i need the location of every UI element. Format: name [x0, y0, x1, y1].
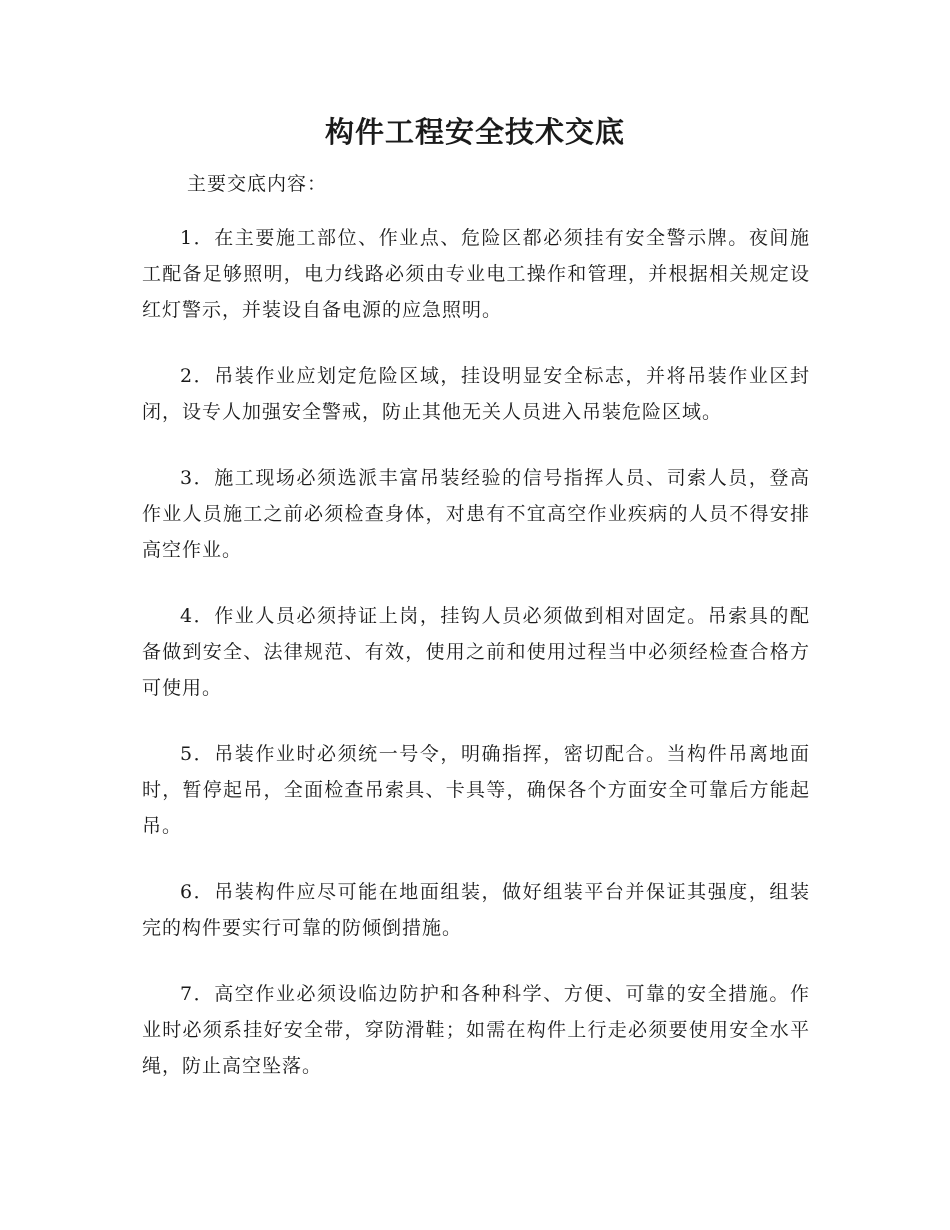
list-item: 2．吊装作业应划定危险区域，挂设明显安全标志，并将吊装作业区封闭，设专人加强安全警戒，防止其他无关人员进入吊装危险区域。 — [142, 365, 810, 423]
list-item: 3．施工现场必须选派丰富吊装经验的信号指挥人员、司索人员，登高作业人员施工之前必须检查身体，对患有不宜高空作业疾病的人员不得安排高空作业。 — [142, 467, 810, 561]
list-item: 7．高空作业必须设临边防护和各种科学、方便、可靠的安全措施。作业时必须系挂好安全带，穿防滑鞋；如需在构件上行走必须要使用安全水平绳，防止高空坠落。 — [142, 983, 810, 1077]
list-item: 4．作业人员必须持证上岗，挂钩人员必须做到相对固定。吊索具的配备做到安全、法律规范、有效，使用之前和使用过程当中必须经检查合格方可使用。 — [142, 605, 810, 699]
document-title: 构件工程安全技术交底 — [324, 115, 625, 149]
intro-text: 主要交底内容： — [187, 173, 328, 195]
list-item: 6．吊装构件应尽可能在地面组装，做好组装平台并保证其强度，组装完的构件要实行可靠的防倾倒措施。 — [142, 881, 810, 939]
list-item: 5．吊装作业时必须统一号令，明确指挥，密切配合。当构件吊离地面时，暂停起吊，全面检查吊索具、卡具等，确保各个方面安全可靠后方能起吊。 — [142, 743, 810, 837]
list-item: 1．在主要施工部位、作业点、危险区都必须挂有安全警示牌。夜间施工配备足够照明，电力线路必须由专业电工操作和管理，并根据相关规定设红灯警示，并装设自备电源的应急照明。 — [142, 227, 810, 321]
item-list — [142, 220, 810, 1114]
